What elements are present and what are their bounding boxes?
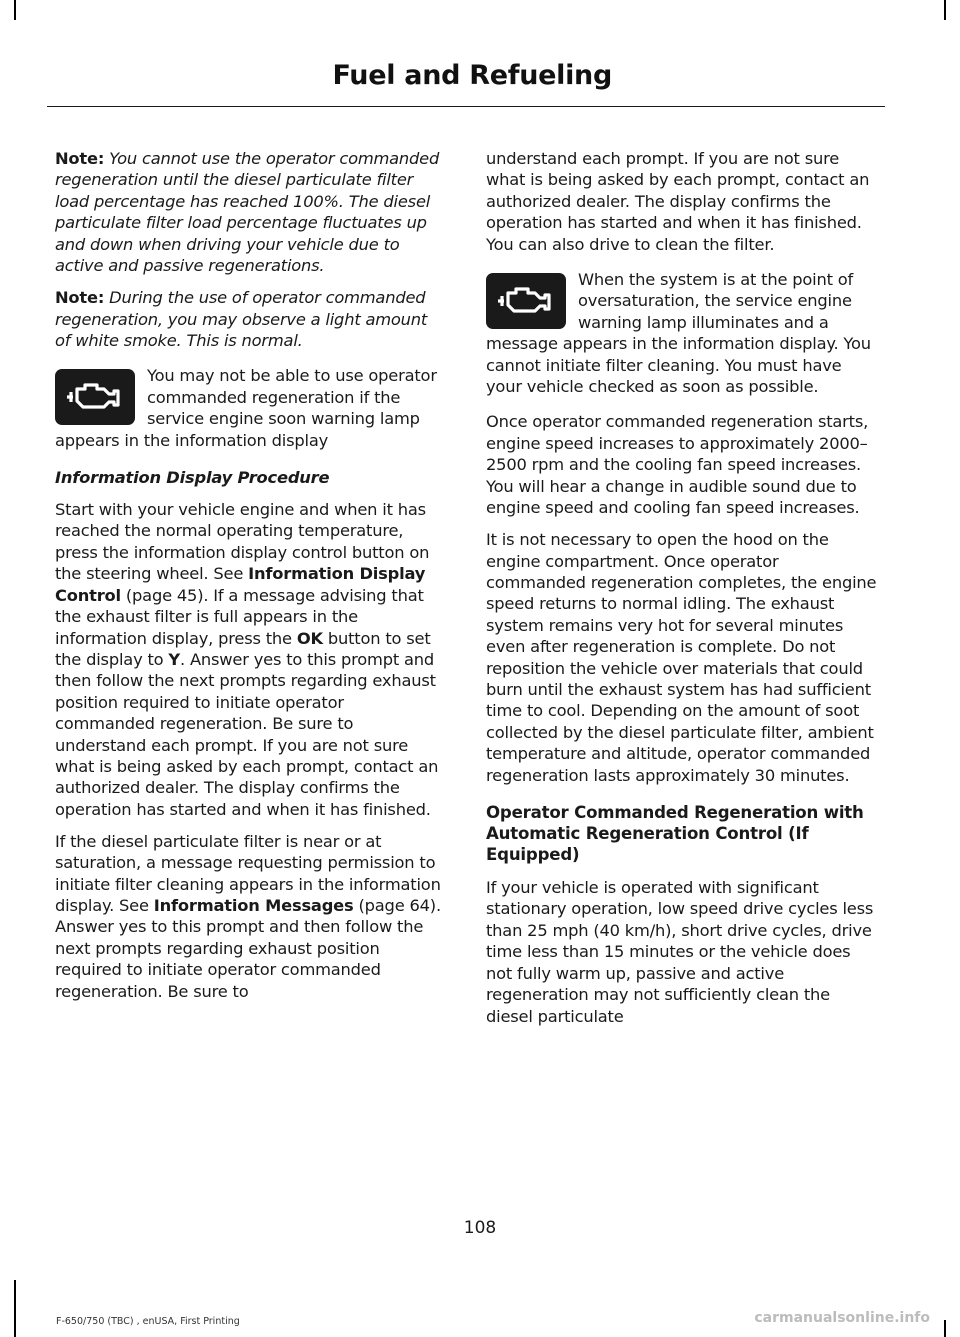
yes-label: Y (168, 649, 180, 669)
engine-warning-paragraph (486, 269, 878, 397)
left-column (55, 148, 447, 1013)
crop-mark-top-right (944, 0, 946, 20)
paragraph (55, 831, 447, 1002)
paragraph: If your vehicle is operated with significant stationary operation, low speed drive cycles less than 25 mph (40 km/h), short drive cycles, drive time less than 15 minutes or the vehicle does not fully warm up, passive and active regeneration may not sufficiently clean the diesel particulate (486, 878, 874, 1026)
header-rule (47, 106, 885, 107)
note-2 (55, 287, 447, 351)
note-label: Note: (55, 149, 105, 168)
text-run: (page 64). Answer yes to this prompt and then follow the next prompts regarding exhaust position required to initiate operator commanded regeneration. Be sure to (55, 896, 441, 1001)
note-label: Note: (55, 288, 105, 308)
edition-footer: F-650/750 (TBC) , enUSA, First Printing (56, 1316, 240, 1327)
paragraph: Once operator commanded regeneration starts, engine speed increases to approximately 2000–2500 rpm and the cooling fan speed increases. You will hear a change in audible sound due to engine speed and cooling fan speed increases. (486, 412, 869, 518)
text-run: If the diesel particulate filter is near or at saturation, a message requesting permission to initiate filter cleaning appears in the information display. See (55, 831, 441, 916)
text-run: . Answer yes to this prompt and then follow the next prompts regarding exhaust position required to initiate operator commanded regeneration. Be sure to understand each prompt. If you are not sure what is being asked by each prompt, contact an authorized dealer. The display confirms the operation has started and when it has finished. (55, 649, 439, 819)
section-heading: Operator Commanded Regeneration with Automatic Regeneration Control (If Equipped) (486, 803, 864, 865)
paragraph: understand each prompt. If you are not sure what is being asked by each prompt, contact an authorized dealer. The display confirms the operation has started and when it has finished. You can also drive to clean the filter. (486, 149, 870, 254)
note-text: You cannot use the operator commanded regeneration until the diesel particulate filter load percentage has reached 100%. The diesel particulate filter load percentage fluctuates up and down when driving your vehicle due to active and passive regenerations. (55, 149, 440, 276)
paragraph: It is not necessary to open the hood on the engine compartment. Once operator commanded regeneration completes, the engine speed returns to normal idling. The exhaust system remains very hot for several minutes even after regeneration is complete. Do not reposition the vehicle over materials that could burn until the exhaust system has had sufficient time to cool. Depending on the amount of soot collected by the diesel particulate filter, ambient temperature and altitude, operator commanded regeneration lasts approximately 30 minutes. (486, 530, 877, 785)
crop-mark-top-left (14, 0, 16, 20)
crop-mark-bottom-right (944, 1320, 946, 1337)
subheading: Information Display Procedure (55, 467, 330, 487)
text-run: button to set the display to (55, 628, 431, 669)
watermark: carmanualsonline.info (754, 1310, 930, 1326)
engine-warning-text: When the system is at the point of oversaturation, the service engine warning lamp illuminates and a message appears in the information display. You cannot initiate filter cleaning. You must have your vehicle checked as soon as possible. (486, 270, 871, 397)
engine-warning-paragraph (55, 365, 447, 451)
page-number: 108 (463, 1218, 497, 1238)
text-run: (page 45). If a message advising that the exhaust filter is full appears in the information display, press the (55, 585, 424, 648)
note-text: During the use of operator commanded regeneration, you may observe a light amount of white smoke. This is normal. (55, 288, 428, 350)
crop-mark-bottom-left (14, 1280, 16, 1337)
engine-warning-text: You may not be able to use operator commanded regeneration if the service engine soon warning lamp appears in the information display (55, 366, 437, 450)
text-run: Start with your vehicle engine and when it has reached the normal operating temperature, press the information display control button on the steering wheel. See (55, 500, 430, 584)
paragraph (55, 499, 447, 820)
right-column (486, 148, 878, 1038)
engine-warning-icon (486, 273, 566, 329)
engine-warning-icon (55, 369, 135, 425)
note-1 (55, 148, 447, 276)
cross-reference-link[interactable]: Information Display Control (55, 564, 426, 605)
cross-reference-link[interactable]: Information Messages (153, 896, 354, 916)
ok-button-label: OK (296, 628, 323, 648)
page-title: Fuel and Refueling (332, 60, 612, 91)
